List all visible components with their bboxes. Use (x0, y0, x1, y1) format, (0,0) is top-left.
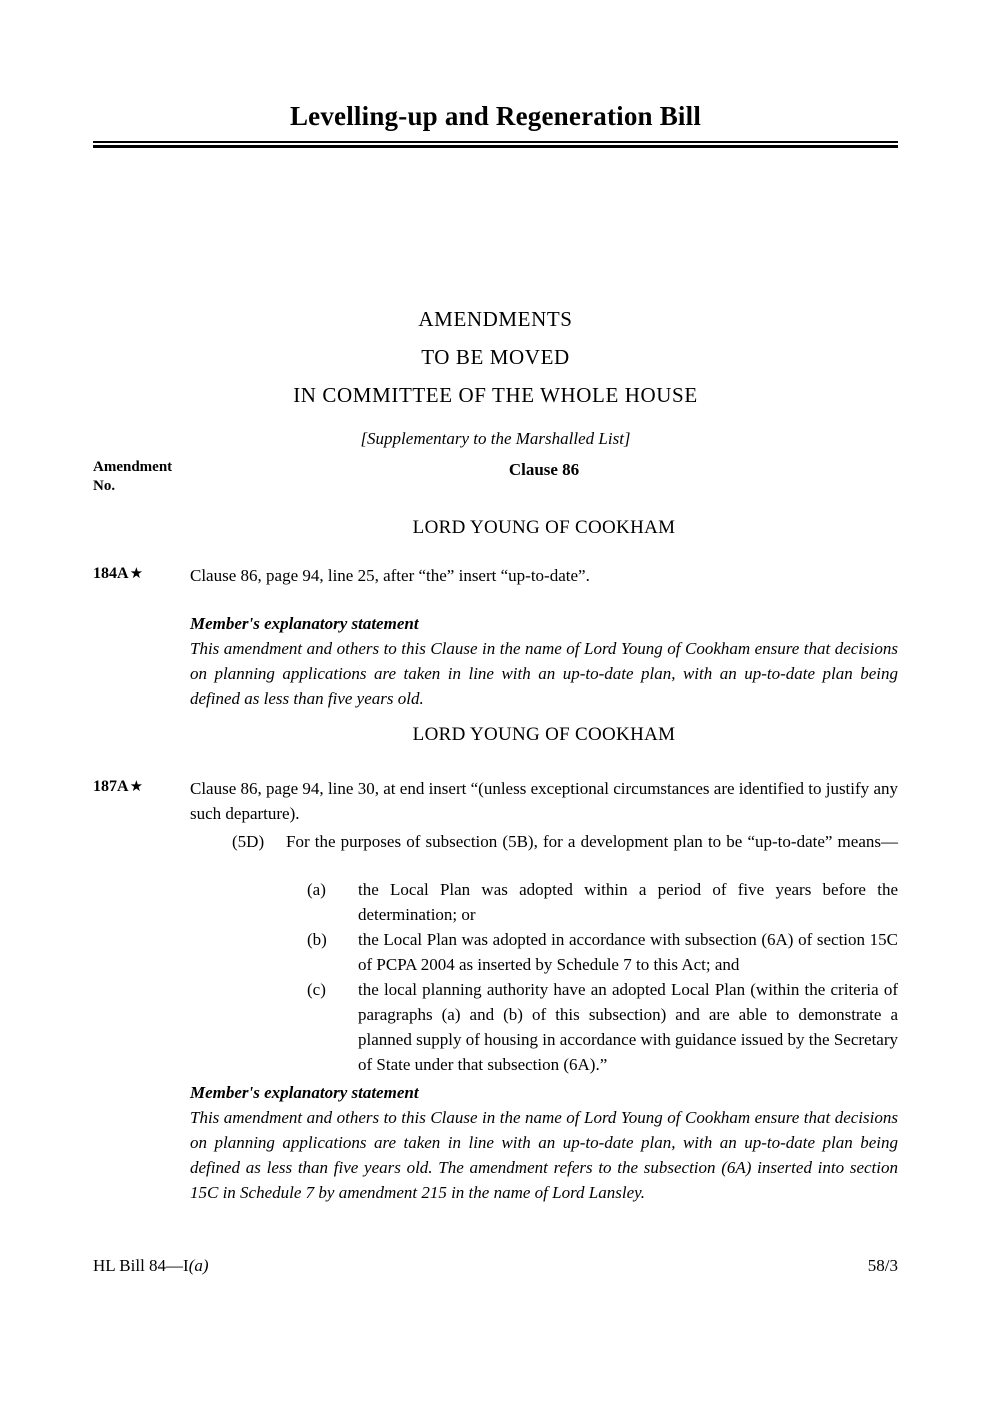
page-number: 58/3 (867, 1256, 898, 1275)
explanatory-statement-body-2: This amendment and others to this Clause in the name of Lord Young of Cookham ensure that decisions on planning applications are taken in line with an up-to-date plan, with an up-to-date plan being defined as less than five years old. The amendment refers to the subsection (6A) inserted into section 15C in Schedule 7 by amendment 215 in the name of Lord Lansley. (190, 1108, 898, 1202)
paragraph-marker-c: (c) (307, 980, 326, 999)
paragraph-text-c: the local planning authority have an adopted Local Plan (within the criteria of paragraphs (a) and (b) of this subsection) and are able to demonstrate a planned supply of housing in accordance with guidance issued by the Secretary of State under that subsection (6A).” (358, 980, 898, 1074)
bill-reference (93, 1256, 209, 1276)
clause-heading: Clause 86 (508, 460, 580, 479)
bill-reference-part: I (183, 1256, 189, 1275)
paragraph-marker-b: (b) (307, 930, 327, 949)
page-footer (93, 1256, 898, 1276)
subsection-text: For the purposes of subsection (5B), for a development plan to be “up-to-date” means— (286, 832, 898, 851)
amendment-no-label-line1: Amendment (93, 459, 173, 475)
title-block (93, 100, 898, 148)
sponsor-name-1: LORD YOUNG OF COOKHAM (412, 517, 676, 538)
explanatory-statement-2 (190, 1080, 898, 1205)
amendment-no-label-line2: No. (93, 478, 116, 494)
page-title: Levelling-up and Regeneration Bill (289, 101, 702, 131)
amendment-text-187a: Clause 86, page 94, line 30, at end insert “(unless exceptional circumstances are identified to justify any such departure). (190, 779, 898, 823)
sponsor-name-2: LORD YOUNG OF COOKHAM (412, 724, 676, 745)
rule-thick (93, 145, 898, 148)
heading-amendments: AMENDMENTS (418, 307, 573, 331)
list-item (307, 977, 898, 1077)
amendment-number-187a (93, 777, 143, 796)
bill-reference-prefix: HL Bill 84 (93, 1256, 167, 1275)
paragraph-marker-a: (a) (307, 880, 326, 899)
star-icon: ★ (129, 566, 144, 582)
amendment-number-value: 187A (93, 778, 129, 795)
amendment-text-184a: Clause 86, page 94, line 25, after “the” insert “up-to-date”. (190, 566, 590, 585)
amendment-number-184a (93, 564, 143, 583)
paragraph-text-a: the Local Plan was adopted within a period of five years before the determination; or (358, 880, 898, 924)
explanatory-statement-body-1: This amendment and others to this Clause in the name of Lord Young of Cookham ensure that decisions on planning applications are taken in line with an up-to-date plan, with an up-to-date plan being defined as less than five years old. (190, 639, 898, 708)
heading-block (93, 300, 898, 458)
heading-to-be-moved: TO BE MOVED (421, 345, 570, 369)
title-double-rule (93, 141, 898, 148)
star-icon: ★ (129, 779, 144, 795)
paragraph-list (307, 877, 898, 1077)
bill-reference-suffix: (a) (188, 1256, 209, 1275)
subsection-marker: (5D) (232, 832, 265, 851)
heading-supplementary: [Supplementary to the Marshalled List] (360, 429, 631, 448)
heading-in-committee: IN COMMITTEE OF THE WHOLE HOUSE (293, 383, 698, 407)
subsection-5d (232, 829, 898, 879)
explanatory-statement-title-1: Member's explanatory statement (190, 614, 419, 633)
explanatory-statement-1 (190, 611, 898, 711)
explanatory-statement-title-2: Member's explanatory statement (190, 1083, 419, 1102)
bill-reference-dash: — (166, 1256, 184, 1275)
list-item (307, 877, 898, 927)
amendment-number-value: 184A (93, 565, 129, 582)
paragraph-text-b: the Local Plan was adopted in accordance with subsection (6A) of section 15C of PCPA 2004 as inserted by Schedule 7 to this Act; and (358, 930, 898, 974)
list-item (307, 927, 898, 977)
